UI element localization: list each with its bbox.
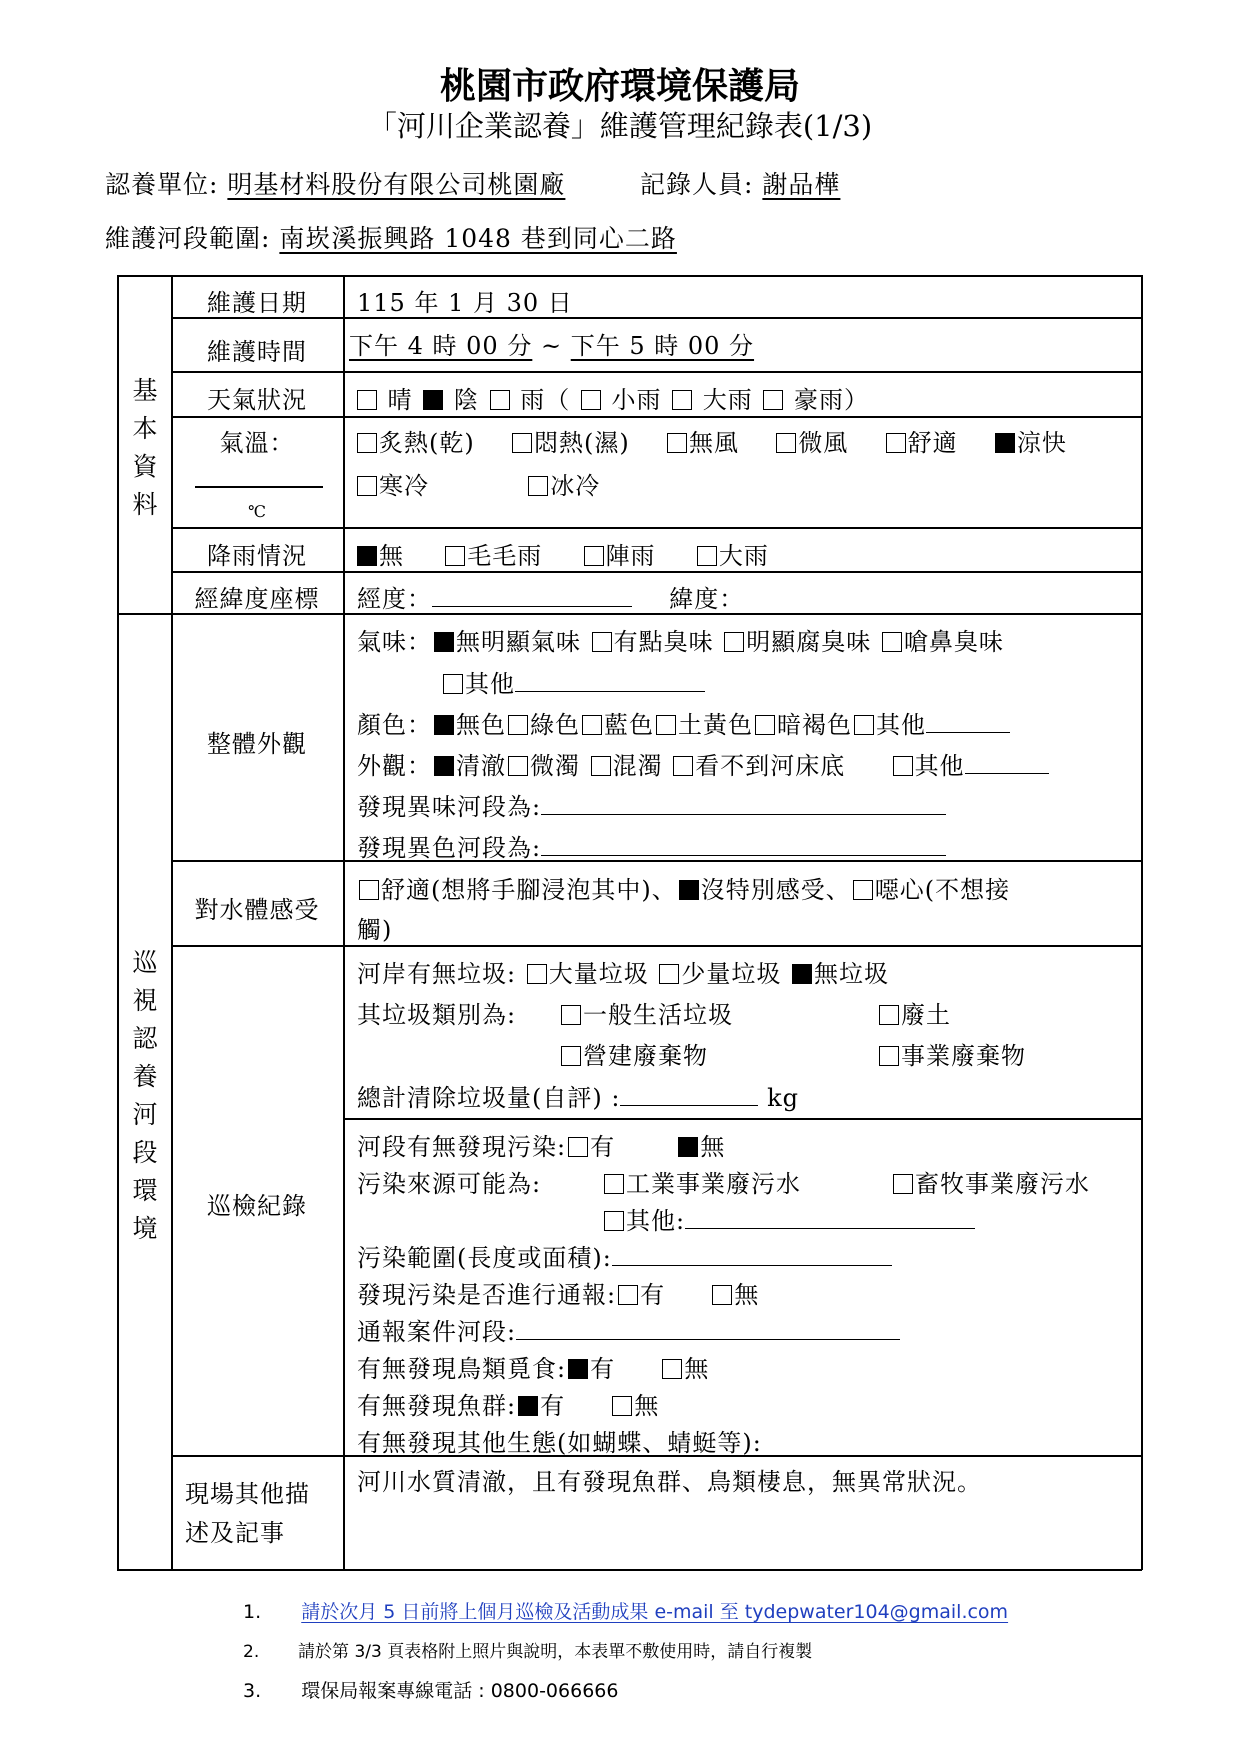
odor-section-input[interactable] bbox=[541, 814, 946, 815]
trash-household-item bbox=[559, 995, 733, 1030]
color-section-input[interactable] bbox=[541, 855, 946, 856]
recorder-label: 記錄人員: bbox=[640, 170, 754, 199]
trash-amount-label: 總計清除垃圾量(自評) : bbox=[357, 1084, 621, 1112]
temp-comfortable-label: 舒適 bbox=[907, 429, 958, 457]
range-label: 維護河段範圍: bbox=[105, 224, 271, 253]
section-basic-label: 基 本 資 料 bbox=[132, 376, 158, 519]
weather-light-rain-label: 小雨 bbox=[611, 386, 662, 414]
feeling-disgust-cont: 觸) bbox=[357, 916, 393, 944]
page-title: 桃園市政府環境保護局 bbox=[439, 65, 800, 107]
odor-section-row bbox=[357, 787, 946, 822]
color-blue-checkbox[interactable] bbox=[582, 715, 602, 735]
color-row bbox=[357, 705, 1010, 740]
temp-cold-label: 寒冷 bbox=[379, 472, 429, 500]
footer-email-link[interactable]: 請於次月 5 日前將上個月巡檢及活動成果 e-mail 至 tydepwater104@gmail.com bbox=[301, 1601, 1009, 1623]
temp-icy-label: 冰冷 bbox=[550, 472, 601, 500]
source-livestock-item bbox=[891, 1164, 1090, 1199]
footer-item-2 bbox=[243, 1637, 812, 1662]
temp-options-row2 bbox=[355, 466, 600, 501]
odor-slight-checkbox[interactable] bbox=[592, 632, 612, 652]
coord-label: 經緯度座標 bbox=[194, 585, 320, 613]
color-section-row bbox=[357, 828, 946, 863]
report-no-checkbox[interactable] bbox=[712, 1285, 732, 1305]
color-brown-label: 暗褐色 bbox=[777, 711, 852, 739]
time-value bbox=[349, 326, 754, 361]
trash-much-checkbox[interactable] bbox=[527, 964, 547, 984]
footer-item-num: 1. bbox=[243, 1601, 262, 1623]
fish-question: 有無發現魚群: bbox=[357, 1392, 517, 1420]
rainfall-options bbox=[355, 536, 769, 571]
trash-question: 河岸有無垃圾: bbox=[357, 960, 517, 988]
pollution-row bbox=[357, 1127, 725, 1162]
trash-industrial-item bbox=[877, 1036, 1026, 1071]
odor-pungent-label: 嗆鼻臭味 bbox=[903, 628, 1004, 656]
feeling-label: 對水體感受 bbox=[194, 896, 320, 924]
color-label: 顏色： bbox=[357, 711, 432, 739]
section-patrol-label: 巡 視 認 養 河 段 環 境 bbox=[132, 948, 158, 1243]
feeling-comfortable-checkbox[interactable] bbox=[359, 880, 379, 900]
trash-construction-label: 營建廢棄物 bbox=[583, 1042, 708, 1070]
color-other-input[interactable] bbox=[926, 732, 1010, 733]
look-turbid-checkbox[interactable] bbox=[591, 756, 611, 776]
temp-input-line[interactable] bbox=[195, 486, 323, 488]
fish-yes-checkbox[interactable] bbox=[518, 1396, 538, 1416]
color-other-label: 其他 bbox=[876, 711, 926, 739]
trash-amount-input[interactable] bbox=[620, 1105, 758, 1106]
source-industrial-item bbox=[602, 1164, 801, 1199]
temp-hot-dry-label: 炙熱(乾) bbox=[379, 429, 475, 457]
look-no-bed-checkbox[interactable] bbox=[673, 756, 693, 776]
fish-row bbox=[357, 1386, 659, 1421]
date-label: 維護日期 bbox=[207, 289, 307, 317]
notes-label-line1: 現場其他描 bbox=[185, 1480, 310, 1508]
trash-household-label: 一般生活垃圾 bbox=[583, 1001, 733, 1029]
bird-no-label: 無 bbox=[684, 1355, 710, 1383]
report-row bbox=[357, 1275, 759, 1310]
color-none-checkbox[interactable] bbox=[434, 715, 454, 735]
weather-options bbox=[355, 380, 869, 415]
odor-rotten-label: 明顯腐臭味 bbox=[746, 628, 872, 656]
coord-values bbox=[357, 579, 744, 614]
trash-row bbox=[357, 954, 889, 989]
weather-cloudy-checkbox[interactable] bbox=[423, 390, 443, 410]
footer-item-text: 環保局報案專線電話 : 0800-066666 bbox=[301, 1680, 619, 1702]
pollution-range-row bbox=[357, 1238, 892, 1273]
trash-none-checkbox[interactable] bbox=[792, 964, 812, 984]
source-other-checkbox[interactable] bbox=[604, 1211, 624, 1231]
time-end[interactable]: 下午 5 時 00 分 bbox=[570, 332, 755, 360]
report-section-input[interactable] bbox=[516, 1339, 900, 1340]
odor-label: 氣味： bbox=[357, 628, 432, 656]
report-section-row bbox=[357, 1312, 900, 1347]
report-no-label: 無 bbox=[734, 1281, 760, 1309]
feeling-disgust-label: 噁心(不想接 bbox=[874, 876, 1011, 904]
rainfall-none-checkbox[interactable] bbox=[357, 546, 377, 566]
temp-comfortable-checkbox[interactable] bbox=[886, 433, 906, 453]
trash-soil-item bbox=[877, 995, 951, 1030]
footer-item-1 bbox=[243, 1597, 1008, 1624]
source-livestock-label: 畜牧事業廢污水 bbox=[915, 1170, 1090, 1198]
recorder-value: 謝品樺 bbox=[762, 170, 841, 199]
look-slightly-label: 微濁 bbox=[530, 752, 580, 780]
longitude-input[interactable] bbox=[432, 606, 632, 607]
trash-amount-unit: kg bbox=[767, 1084, 799, 1112]
pollution-question: 河段有無發現污染: bbox=[357, 1133, 567, 1161]
adopting-unit-row bbox=[105, 165, 565, 201]
temp-breeze-checkbox[interactable] bbox=[776, 433, 796, 453]
form-subtitle: 「河川企業認養」維護管理紀錄表(1/3) bbox=[367, 109, 873, 143]
temp-breeze-label: 微風 bbox=[798, 429, 849, 457]
odor-pungent-checkbox[interactable] bbox=[882, 632, 902, 652]
date-value[interactable]: 115 年 1 月 30 日 bbox=[357, 289, 573, 317]
river-range-row bbox=[105, 219, 677, 255]
pollution-yes-label: 有 bbox=[590, 1133, 616, 1161]
odor-row bbox=[357, 622, 1004, 657]
weather-rain-checkbox[interactable] bbox=[490, 390, 510, 410]
source-q: 污染來源可能為: bbox=[357, 1170, 542, 1198]
fish-no-label: 無 bbox=[634, 1392, 660, 1420]
feeling-comfortable-label: 舒適(想將手腳浸泡其中)、 bbox=[381, 876, 677, 904]
recorder-row bbox=[640, 165, 840, 201]
longitude-label: 經度： bbox=[357, 585, 432, 613]
trash-industrial-label: 事業廢棄物 bbox=[901, 1042, 1026, 1070]
color-brown-checkbox[interactable] bbox=[755, 715, 775, 735]
odor-rotten-checkbox[interactable] bbox=[724, 632, 744, 652]
trash-construction-checkbox[interactable] bbox=[561, 1046, 581, 1066]
pollution-no-checkbox[interactable] bbox=[678, 1137, 698, 1157]
range-value: 南崁溪振興路 1048 巷到同心二路 bbox=[279, 224, 677, 253]
pollution-no-label: 無 bbox=[700, 1133, 726, 1161]
look-other-checkbox[interactable] bbox=[893, 756, 913, 776]
bird-yes-checkbox[interactable] bbox=[568, 1359, 588, 1379]
weather-sunny-checkbox[interactable] bbox=[357, 390, 377, 410]
bird-question: 有無發現鳥類覓食: bbox=[357, 1355, 567, 1383]
color-none-label: 無色 bbox=[456, 711, 506, 739]
temp-no-wind-label: 無風 bbox=[689, 429, 740, 457]
color-yellow-label: 土黃色 bbox=[678, 711, 753, 739]
appearance-label: 整體外觀 bbox=[207, 730, 307, 758]
footer-item-num: 2. bbox=[243, 1642, 260, 1662]
patrol-label: 巡檢紀錄 bbox=[207, 1192, 307, 1220]
time-label: 維護時間 bbox=[207, 338, 307, 366]
source-other-label: 其他: bbox=[626, 1207, 686, 1235]
fish-no-checkbox[interactable] bbox=[612, 1396, 632, 1416]
trash-none-label: 無垃圾 bbox=[814, 960, 890, 988]
footer-item-3 bbox=[243, 1676, 618, 1703]
unit-value: 明基材料股份有限公司桃園廠 bbox=[227, 170, 566, 199]
color-other-checkbox[interactable] bbox=[854, 715, 874, 735]
eco-question: 有無發現其他生態(如蝴蝶、蜻蜓等): bbox=[357, 1429, 762, 1457]
color-blue-label: 藍色 bbox=[604, 711, 654, 739]
trash-much-label: 大量垃圾 bbox=[548, 960, 649, 988]
trash-little-label: 少量垃圾 bbox=[681, 960, 782, 988]
latitude-label: 緯度： bbox=[669, 585, 745, 613]
temp-cool-label: 涼快 bbox=[1016, 429, 1067, 457]
bird-row bbox=[357, 1349, 709, 1384]
odor-none-checkbox[interactable] bbox=[434, 632, 454, 652]
feeling-disgust-checkbox[interactable] bbox=[853, 880, 873, 900]
temp-options-row1 bbox=[355, 423, 1067, 458]
rainfall-heavy-label: 大雨 bbox=[718, 542, 769, 570]
weather-sunny-label: 晴 bbox=[387, 386, 413, 414]
weather-storm-checkbox[interactable] bbox=[763, 390, 783, 410]
weather-storm-label: 豪雨） bbox=[794, 386, 870, 414]
bird-no-checkbox[interactable] bbox=[662, 1359, 682, 1379]
temp-hot-humid-checkbox[interactable] bbox=[512, 433, 532, 453]
weather-heavy-rain-checkbox[interactable] bbox=[672, 390, 692, 410]
look-row bbox=[357, 746, 1049, 781]
weather-cloudy-label: 陰 bbox=[453, 386, 479, 414]
notes-label-line2: 述及記事 bbox=[185, 1519, 285, 1547]
feeling-row1 bbox=[357, 870, 1010, 905]
odor-other-row bbox=[441, 664, 705, 699]
trash-soil-checkbox[interactable] bbox=[879, 1005, 899, 1025]
trash-industrial-checkbox[interactable] bbox=[879, 1046, 899, 1066]
notes-value[interactable]: 河川水質清澈，且有發現魚群、鳥類棲息，無異常狀況。 bbox=[357, 1468, 982, 1496]
unit-label: 認養單位: bbox=[105, 170, 219, 199]
temp-cold-checkbox[interactable] bbox=[357, 476, 377, 496]
rainfall-drizzle-checkbox[interactable] bbox=[445, 546, 465, 566]
weather-heavy-rain-label: 大雨 bbox=[702, 386, 753, 414]
temp-unit: ℃ bbox=[248, 502, 266, 521]
rainfall-label: 降雨情況 bbox=[207, 542, 307, 570]
look-no-bed-label: 看不到河床底 bbox=[695, 752, 846, 780]
trash-soil-label: 廢土 bbox=[901, 1001, 951, 1029]
footer-item-text: 請於第 3/3 頁表格附上照片與說明，本表單不敷使用時，請自行複製 bbox=[298, 1642, 813, 1662]
time-start[interactable]: 下午 4 時 00 分 bbox=[349, 332, 533, 360]
odor-slight-label: 有點臭味 bbox=[613, 628, 714, 656]
weather-rain-label: 雨（ bbox=[520, 386, 571, 414]
look-turbid-label: 混濁 bbox=[612, 752, 663, 780]
temp-no-wind-checkbox[interactable] bbox=[667, 433, 687, 453]
look-slightly-checkbox[interactable] bbox=[508, 756, 528, 776]
odor-section-label: 發現異味河段為: bbox=[357, 793, 542, 821]
trash-little-checkbox[interactable] bbox=[659, 964, 679, 984]
temp-hot-dry-checkbox[interactable] bbox=[357, 433, 377, 453]
rainfall-shower-checkbox[interactable] bbox=[584, 546, 604, 566]
pollution-range-input[interactable] bbox=[612, 1265, 892, 1266]
source-livestock-checkbox[interactable] bbox=[893, 1174, 913, 1194]
bird-yes-label: 有 bbox=[590, 1355, 616, 1383]
temp-icy-checkbox[interactable] bbox=[528, 476, 548, 496]
look-other-input[interactable] bbox=[965, 773, 1049, 774]
rainfall-heavy-checkbox[interactable] bbox=[697, 546, 717, 566]
time-separator: ~ bbox=[540, 332, 563, 360]
look-label: 外觀： bbox=[357, 752, 432, 780]
trash-amount-row bbox=[357, 1078, 799, 1113]
weather-label: 天氣狀況 bbox=[207, 386, 307, 414]
source-industrial-checkbox[interactable] bbox=[604, 1174, 624, 1194]
odor-other-input[interactable] bbox=[515, 691, 705, 692]
footer-item-num: 3. bbox=[243, 1680, 262, 1702]
report-section-label: 通報案件河段: bbox=[357, 1318, 517, 1346]
temp-label: 氣溫： bbox=[219, 429, 295, 457]
feeling-neutral-label: 沒特別感受、 bbox=[700, 876, 851, 904]
color-green-label: 綠色 bbox=[530, 711, 580, 739]
source-other-item bbox=[602, 1201, 975, 1236]
temp-hot-humid-label: 悶熱(濕) bbox=[534, 429, 630, 457]
source-other-input[interactable] bbox=[685, 1228, 975, 1229]
pollution-range-label: 污染範圍(長度或面積): bbox=[357, 1244, 612, 1272]
color-green-checkbox[interactable] bbox=[508, 715, 528, 735]
trash-household-checkbox[interactable] bbox=[561, 1005, 581, 1025]
report-question: 發現污染是否進行通報: bbox=[357, 1281, 617, 1309]
feeling-neutral-checkbox[interactable] bbox=[679, 880, 699, 900]
rainfall-shower-label: 陣雨 bbox=[605, 542, 656, 570]
report-yes-label: 有 bbox=[640, 1281, 666, 1309]
look-clear-label: 清澈 bbox=[456, 752, 506, 780]
odor-none-label: 無明顯氣味 bbox=[456, 628, 581, 656]
pollution-yes-checkbox[interactable] bbox=[568, 1137, 588, 1157]
color-yellow-checkbox[interactable] bbox=[656, 715, 676, 735]
trash-type-q: 其垃圾類別為: bbox=[357, 1001, 517, 1029]
temp-cool-checkbox[interactable] bbox=[995, 433, 1015, 453]
look-clear-checkbox[interactable] bbox=[434, 756, 454, 776]
source-industrial-label: 工業事業廢污水 bbox=[626, 1170, 801, 1198]
fish-yes-label: 有 bbox=[540, 1392, 566, 1420]
rainfall-none-label: 無 bbox=[379, 542, 404, 570]
report-yes-checkbox[interactable] bbox=[618, 1285, 638, 1305]
odor-other-label: 其他 bbox=[465, 670, 515, 698]
odor-other-checkbox[interactable] bbox=[443, 674, 463, 694]
weather-light-rain-checkbox[interactable] bbox=[581, 390, 601, 410]
look-other-label: 其他 bbox=[914, 752, 965, 780]
color-section-label: 發現異色河段為: bbox=[357, 834, 542, 862]
rainfall-drizzle-label: 毛毛雨 bbox=[467, 542, 543, 570]
trash-construction-item bbox=[559, 1036, 708, 1071]
